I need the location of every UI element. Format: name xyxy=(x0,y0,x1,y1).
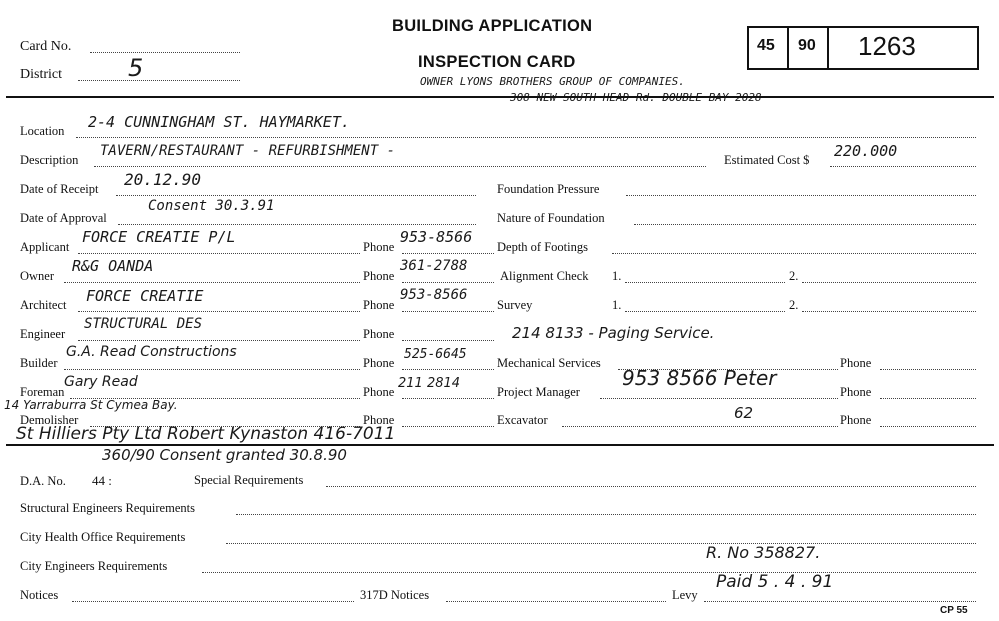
builder-line xyxy=(64,369,360,370)
alignment-check-1-line xyxy=(625,282,785,283)
city-health-label: City Health Office Requirements xyxy=(20,530,186,544)
engineer-line xyxy=(78,340,360,341)
survey-2-line xyxy=(802,311,976,312)
architect-phone-label: Phone xyxy=(363,298,395,312)
mechanical-services-label: Mechanical Services xyxy=(497,356,601,370)
district-value: 5 xyxy=(128,54,144,82)
alignment-check-1-label: 1. xyxy=(612,269,622,283)
alignment-check-2-label: 2. xyxy=(789,269,799,283)
foundation-pressure-label: Foundation Pressure xyxy=(497,182,600,196)
description-value: TAVERN/RESTAURANT - REFURBISHMENT - xyxy=(100,143,396,159)
city-engineers-value: R. No 358827. xyxy=(706,543,821,562)
owner-phone: 361-2788 xyxy=(400,258,468,274)
notices-label: Notices xyxy=(20,588,59,602)
date-approval-label: Date of Approval xyxy=(20,211,107,225)
box-divider-2 xyxy=(827,28,829,68)
survey-2-label: 2. xyxy=(789,298,799,312)
builder-phone-line xyxy=(402,369,494,370)
form-title: BUILDING APPLICATION xyxy=(392,17,593,35)
survey-1-label: 1. xyxy=(612,298,622,312)
levy-label: Levy xyxy=(672,588,698,602)
applicant-phone-line xyxy=(402,253,494,254)
project-manager-label: Project Manager xyxy=(497,385,580,399)
applicant-phone: 953-8566 xyxy=(400,228,473,246)
location-label: Location xyxy=(20,124,65,138)
builder-phone: 525-6645 xyxy=(404,347,467,362)
architect-line xyxy=(78,311,360,312)
survey-1-line xyxy=(625,311,785,312)
city-engineers-line xyxy=(202,572,976,573)
estimated-cost-line xyxy=(830,166,976,167)
project-manager-line xyxy=(600,398,838,399)
mechanical-phone-line xyxy=(880,369,976,370)
project-manager-value: 953 8566 Peter xyxy=(622,366,777,390)
builder-phone-label: Phone xyxy=(363,356,395,370)
excavator-phone-line xyxy=(880,426,976,427)
city-health-line xyxy=(226,543,976,544)
owner-label: Owner xyxy=(20,269,55,283)
excavator-value: 62 xyxy=(734,404,754,422)
alignment-check-2-line xyxy=(802,282,976,283)
foreman-phone-line xyxy=(402,398,494,399)
demolisher-phone-label: Phone xyxy=(363,413,395,427)
architect-label: Architect xyxy=(20,298,67,312)
applicant-value: FORCE CREATIE P/L xyxy=(82,228,236,246)
date-receipt-line xyxy=(116,195,476,196)
date-receipt-value: 20.12.90 xyxy=(124,170,202,189)
mechanical-phone-label: Phone xyxy=(840,356,872,370)
demolisher-label: Demolisher xyxy=(20,413,79,427)
special-requirements-line xyxy=(326,486,976,487)
architect-phone-line xyxy=(402,311,494,312)
box-divider-1 xyxy=(787,28,789,68)
structural-engineers-label: Structural Engineers Requirements xyxy=(20,501,195,515)
depth-footings-line xyxy=(612,253,976,254)
engineer-phone-line xyxy=(402,340,494,341)
estimated-cost-value: 220.000 xyxy=(834,142,898,160)
engineer-paging-note: 214 8133 - Paging Service. xyxy=(512,324,715,342)
da-consent-note: 360/90 Consent granted 30.8.90 xyxy=(102,446,347,464)
date-approval-line xyxy=(118,224,476,225)
notices-317d-label: 317D Notices xyxy=(360,588,430,602)
nature-foundation-line xyxy=(634,224,976,225)
levy-value: Paid 5 . 4 . 91 xyxy=(716,572,834,592)
date-approval-value: Consent 30.3.91 xyxy=(148,198,275,214)
owner-address-text: 308 NEW SOUTH HEAD Rd. DOUBLE BAY 2028 xyxy=(510,91,762,104)
card-no-line xyxy=(90,52,240,53)
box-code-1: 45 xyxy=(757,37,775,54)
survey-label: Survey xyxy=(497,298,533,312)
city-engineers-label: City Engineers Requirements xyxy=(20,559,168,573)
foreman-address: 14 Yarraburra St Cymea Bay. xyxy=(4,398,178,412)
engineer-phone-label: Phone xyxy=(363,327,395,341)
levy-line xyxy=(704,601,976,602)
owner-header-text: OWNER LYONS BROTHERS GROUP OF COMPANIES. xyxy=(420,75,685,88)
foreman-phone: 211 2814 xyxy=(398,376,461,391)
location-line xyxy=(76,137,976,138)
description-label: Description xyxy=(20,153,79,167)
engineer-value: STRUCTURAL DES xyxy=(84,316,203,332)
foundation-pressure-line xyxy=(626,195,976,196)
alignment-check-label: Alignment Check xyxy=(500,269,589,283)
project-manager-phone-line xyxy=(880,398,976,399)
foreman-value: Gary Read xyxy=(64,374,138,390)
card-no-label: Card No. xyxy=(20,39,72,54)
builder-label: Builder xyxy=(20,356,58,370)
depth-footings-label: Depth of Footings xyxy=(497,240,588,254)
foreman-phone-label: Phone xyxy=(363,385,395,399)
structural-engineers-line xyxy=(236,514,976,515)
district-label: District xyxy=(20,67,62,82)
da-no-label: D.A. No. xyxy=(20,474,66,488)
location-value: 2-4 CUNNINGHAM ST. HAYMARKET. xyxy=(88,113,350,131)
special-requirements-label: Special Requirements xyxy=(194,473,304,487)
engineer-label: Engineer xyxy=(20,327,66,341)
form-code: CP 55 xyxy=(940,605,968,616)
applicant-line xyxy=(78,253,360,254)
architect-value: FORCE CREATIE xyxy=(86,287,204,305)
card-number: 1263 xyxy=(858,31,916,61)
date-receipt-label: Date of Receipt xyxy=(20,182,99,196)
demolisher-value: St Hilliers Pty Ltd Robert Kynaston 416-7011 xyxy=(16,424,396,444)
notices-317d-line xyxy=(446,601,666,602)
builder-value: G.A. Read Constructions xyxy=(66,344,237,360)
excavator-phone-label: Phone xyxy=(840,413,872,427)
owner-phone-label: Phone xyxy=(363,269,395,283)
estimated-cost-label: Estimated Cost $ xyxy=(724,153,810,167)
header-divider xyxy=(6,96,994,98)
excavator-label: Excavator xyxy=(497,413,548,427)
form-subtitle: INSPECTION CARD xyxy=(418,53,576,71)
demolisher-phone-line xyxy=(402,426,494,427)
owner-value: R&G OANDA xyxy=(72,257,154,275)
owner-line xyxy=(64,282,360,283)
district-line xyxy=(78,80,240,81)
nature-foundation-label: Nature of Foundation xyxy=(497,211,605,225)
architect-phone: 953-8566 xyxy=(400,287,468,303)
applicant-label: Applicant xyxy=(20,240,70,254)
excavator-line xyxy=(562,426,838,427)
notices-line xyxy=(72,601,354,602)
box-code-2: 90 xyxy=(798,37,816,54)
owner-phone-line xyxy=(402,282,494,283)
applicant-phone-label: Phone xyxy=(363,240,395,254)
da-no-value: 44 : xyxy=(92,473,112,488)
description-line xyxy=(94,166,706,167)
foreman-label: Foreman xyxy=(20,385,65,399)
project-manager-phone-label: Phone xyxy=(840,385,872,399)
